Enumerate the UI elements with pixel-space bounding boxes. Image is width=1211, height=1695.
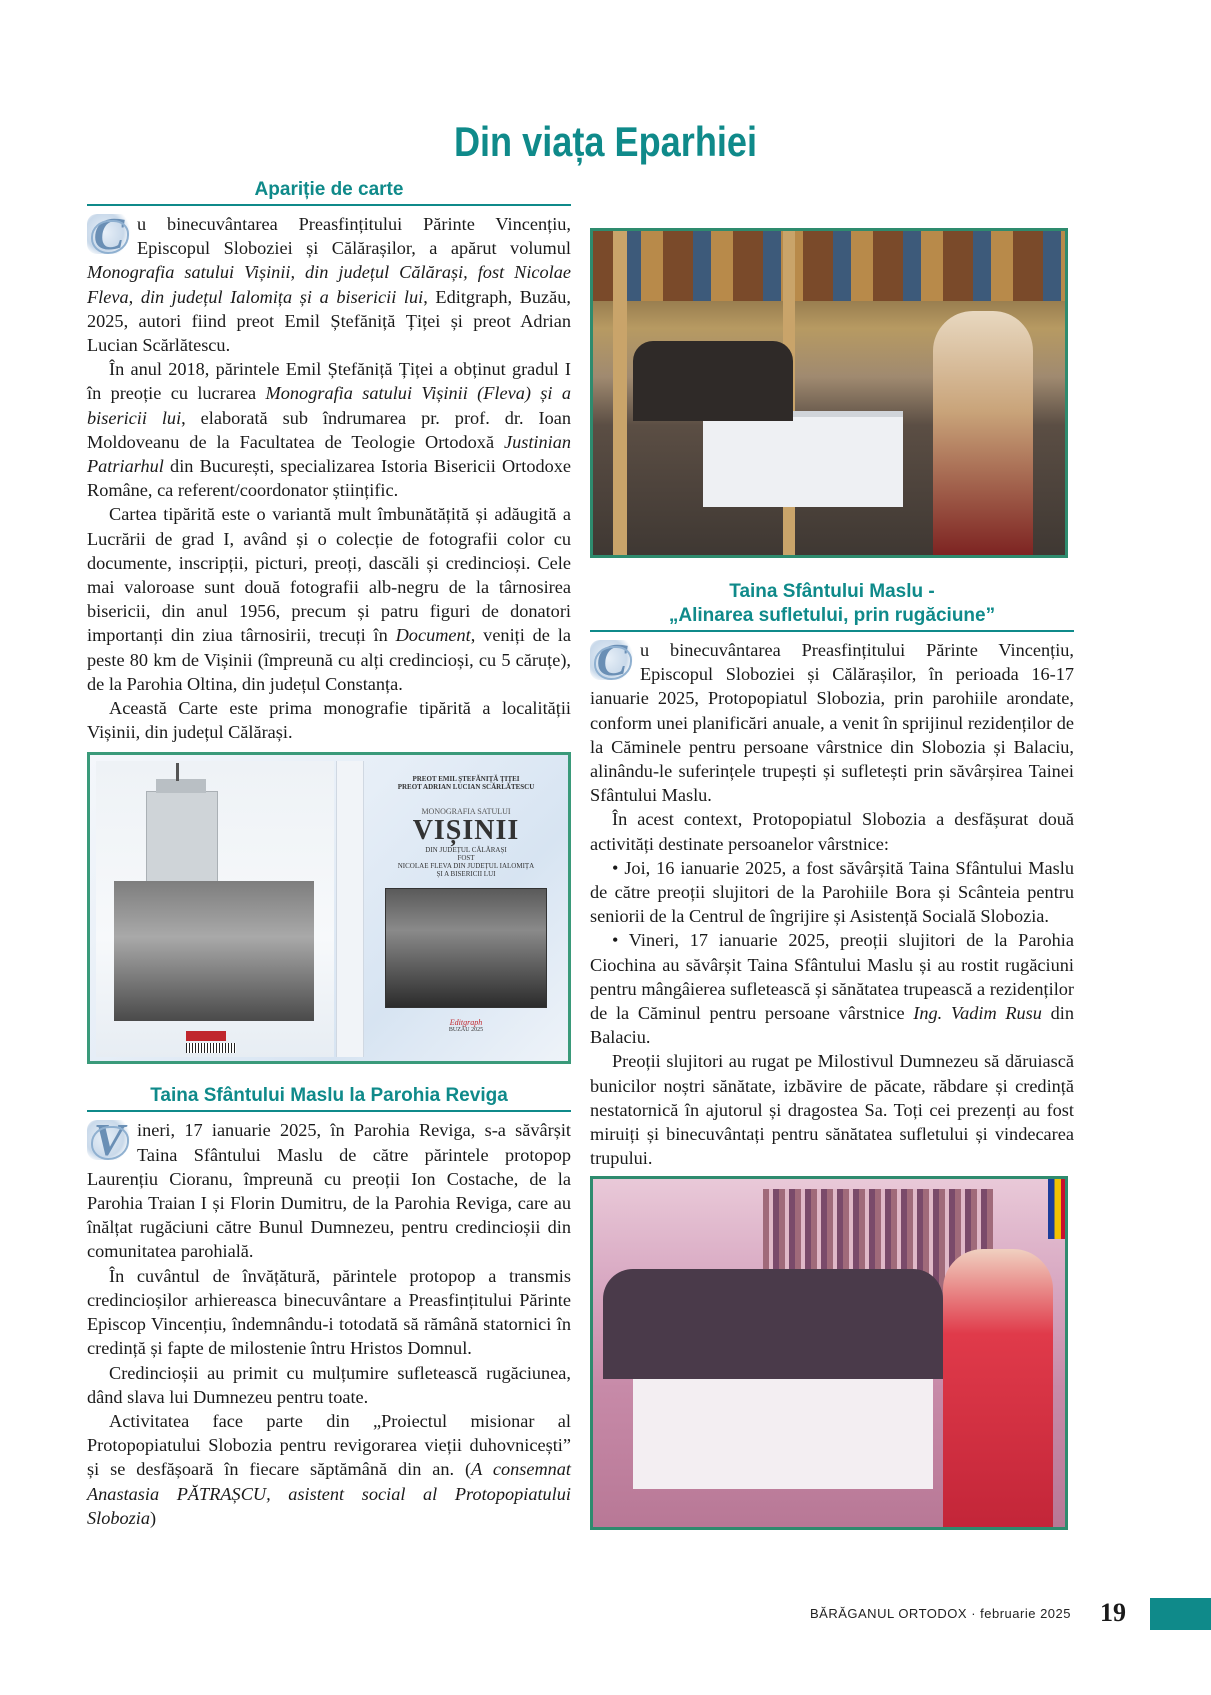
cover-line-b: FOST xyxy=(457,854,475,863)
cover-place-year: BUZĂU 2025 xyxy=(448,1027,484,1034)
article1-paragraph-3: Cartea tipărită este o variantă mult îmbunătățită și adăugită a Lucrării de grad I, având și o colecție de fotografii color cu documente, inscripții, picturi, preoți, dascăli și credincioși. Cele mai valoroase sunt două fotografii alb-negru de la târnosirea bisericii, din anul 1956, precum și patru figuri de donatori importanți din ziua târnosirii, trecuți în Document, veniți de la peste 80 km de Vișinii (împreună cu alți credincioși, cu 5 căruțe), de la Parohia Oltina, din județul Constanța. xyxy=(87,504,571,694)
church-roof xyxy=(156,779,206,793)
priest-red-vestment xyxy=(943,1249,1053,1530)
article1-paragraph-4: Această Carte este prima monografie tipărită a localității Vișinii, din județul Călărași. xyxy=(87,698,571,743)
cover-publisher: Editgraph xyxy=(449,1018,483,1028)
dropcap-c-ornament: C xyxy=(590,640,634,680)
church-photo xyxy=(96,761,334,1057)
dropcap-v-ornament: V xyxy=(87,1120,131,1160)
article2-paragraph-2: În cuvântul de învățătură, părintele protopop a transmis credincioșilor arhiereasca binecuvântare a Preasfințitului Părinte Episcop Vincențiu, îndemnându-i totodată să rămână statornici în credință și fapte de milostenie întru Hristos Domnul. xyxy=(87,1265,571,1359)
priest-figure xyxy=(933,311,1033,558)
bw-group-photo xyxy=(114,881,314,1021)
barcode xyxy=(186,1043,236,1053)
article1-paragraph-2: În anul 2018, părintele Emil Ștefăniță Țiței a obținut gradul I în preoție cu lucrarea Monografia satului Vișinii (Fleva) și a bisericii lui, elaborată sub îndrumarea pr. prof. dr. Ioan Moldoveanu de la Facultatea de Teologie Ortodoxă Justinian Patriarhul din București, specializarea Istoria Bisericii Ortodoxe Române, ca referent/coordonator științific. xyxy=(87,359,571,501)
article2-paragraph-1: V ineri, 17 ianuarie 2025, în Parohia Reviga, s-a săvârșit Taina Sfântului Maslu de către părintele protopop Laurențiu Cioranu, împreună cu preoții Ion Costache, de la Parohia Traian I și Florin Dumitru, de la Parohia Reviga, care au înălțat rugăciuni către Bunul Dumnezeu, pentru credincioșii din comunitatea parohială. xyxy=(87,1114,571,1262)
article3-paragraph-4: • Vineri, 17 ianuarie 2025, preoții slujitori de la Parohia Ciochina au săvârșit Taina Sfântului Maslu și au rostit rugăciuni pentru mângâierea sufletească și sănătatea trupească a rezidenților de la Căminul pentru persoane vârstnice Ing. Vadim Rusu din Balaciu. xyxy=(590,930,1074,1048)
cover-authors-1: PREOT EMIL ȘTEFĂNIȚĂ ȚIȚEI xyxy=(412,775,520,784)
white-tables xyxy=(633,1379,933,1489)
iconostasis-frescoes xyxy=(593,231,1065,301)
left-column xyxy=(87,178,571,1530)
article-title-book: Apariție de carte xyxy=(254,179,404,200)
cross-icon xyxy=(176,763,179,781)
cover-line-a: DIN JUDEȚUL CĂLĂRAȘI xyxy=(425,846,507,855)
faithful-group xyxy=(633,341,793,421)
cover-bw-photo xyxy=(385,888,547,1008)
church-building xyxy=(146,791,218,883)
article3-paragraph-5: Preoții slujitori au rugat pe Milostivul Dumnezeu să dăruiască bunicilor noștri sănătate, izbăvire de păcate, răbdare și credință nestatornică în ajutorul și dragostea Sa. Toți cei prezenți au fost miruiți și binecuvântați pentru sănătatea sufletului și vindecarea trupului. xyxy=(590,1051,1074,1169)
title-divider xyxy=(590,630,1074,632)
cover-subtitle-top: MONOGRAFIA SATULUI xyxy=(421,807,511,817)
magazine-name: BĂRĂGANUL ORTODOX xyxy=(810,1606,968,1621)
wooden-scaffolding xyxy=(613,231,627,558)
seated-elderly-group xyxy=(603,1269,943,1379)
cover-line-d: ȘI A BISERICII LUI xyxy=(436,870,496,879)
footer-magazine-info xyxy=(810,1606,1071,1621)
title-divider xyxy=(87,1110,571,1112)
publisher-logo xyxy=(186,1031,226,1041)
elderly-home-photo xyxy=(590,1176,1068,1530)
book-spine xyxy=(336,761,364,1057)
right-column xyxy=(590,228,1074,1530)
book-cover-image xyxy=(87,752,571,1064)
page-number: 19 xyxy=(1100,1598,1126,1627)
footer-accent-bar xyxy=(1150,1598,1211,1630)
church-service-photo xyxy=(590,228,1068,558)
article-title-reviga: Taina Sfântului Maslu la Parohia Reviga xyxy=(150,1085,508,1107)
article2-paragraph-3: Credincioșii au primit cu mulțumire sufletească rugăciunea, dând slava lui Dumnezeu pentru toate. xyxy=(87,1362,571,1407)
cover-line-c: NICOLAE FLEVA DIN JUDEȚUL IALOMIȚA xyxy=(397,862,535,871)
article3-paragraph-2: În acest context, Protopopiatul Slobozia a desfășurat două activități destinate persoanelor vârstnice: xyxy=(590,809,1074,854)
article3-paragraph-3: • Joi, 16 ianuarie 2025, a fost săvârșită Taina Sfântului Maslu de către preoții slujitori de la Parohiile Bora și Scânteia pentru seniorii de la Centrul de îngrijire și Asistență Socială Slobozia. xyxy=(590,857,1074,927)
cover-authors-2: PREOT ADRIAN LUCIAN SCĂRLĂTESCU xyxy=(397,783,535,792)
article2-paragraph-4: Activitatea face parte din „Proiectul misionar al Protopopiatului Slobozia pentru revigorarea vieții duhovnicești” și se desfășoară în fiecare săptămână din an. (A consemnat Anastasia PĂTRAȘCU, asistent social al Protopopiatului Slobozia) xyxy=(87,1410,572,1528)
issue-date: · februarie 2025 xyxy=(971,1606,1071,1621)
article1-paragraph-1: C u binecuvântarea Preasfințitului Părinte Vincențiu, Episcopul Sloboziei și Călărașilor, a apărut volumul Monografia satului Vișinii, din județul Călărași, fost Nicolae Fleva, din județul Ialomița și a bisericii lui, Editgraph, Buzău, 2025, autori fiind preot Emil Ștefăniță Țiței și preot Adrian Lucian Scărlătescu. xyxy=(87,208,571,356)
article-title-maslu-line1: Taina Sfântului Maslu - xyxy=(729,581,935,602)
front-cover xyxy=(364,761,568,1057)
page-title: Din viața Eparhiei xyxy=(453,118,758,165)
article-title-maslu-line2: „Alinarea sufletului, prin rugăciune” xyxy=(668,605,996,626)
article3-paragraph-1: C u binecuvântarea Preasfințitului Părinte Vincențiu, Episcopul Sloboziei și Călărașilor, în perioada 16-17 ianuarie 2025, Protopopiatul Slobozia, prin parohiile arondate, conform unei planificări anuale, a venit în sprijinul rezidenților de la Căminele pentru persoane vârstnice din Slobozia și Balaciu, alinându-le suferințele trupești și sufletești prin săvârșirea Tainei Sfântului Maslu. xyxy=(590,634,1074,806)
altar-table xyxy=(703,411,903,507)
flag xyxy=(1048,1179,1068,1239)
title-divider xyxy=(87,204,571,206)
dropcap-c-ornament: C xyxy=(87,214,131,254)
cover-main-title: VIȘINII xyxy=(412,815,520,847)
